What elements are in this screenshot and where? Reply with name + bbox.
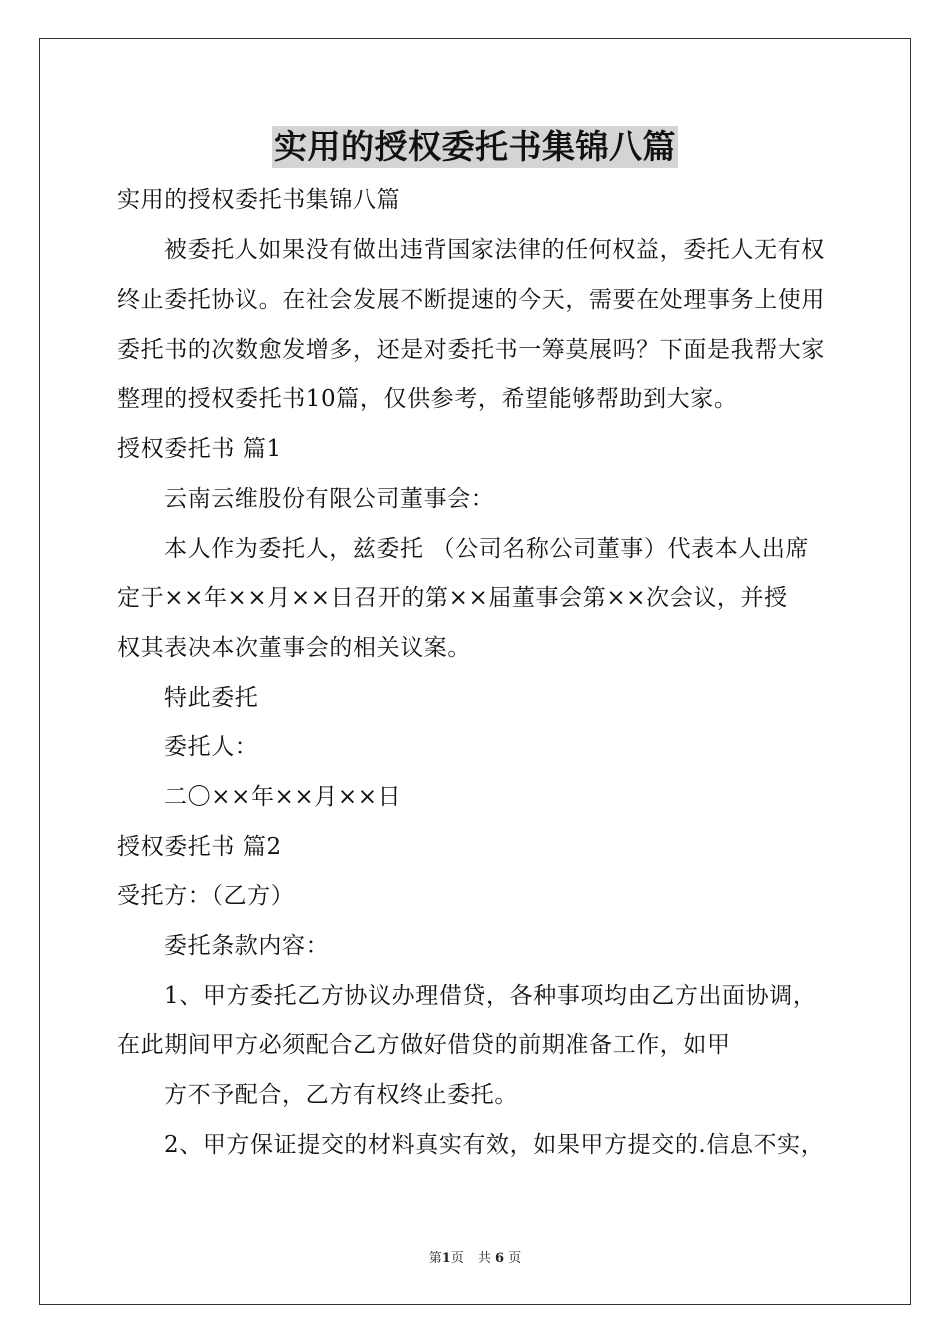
paragraph-line: 委托书的次数愈发增多，还是对委托书一筹莫展吗？下面是我帮大家 bbox=[117, 337, 825, 363]
page-border bbox=[39, 38, 911, 1305]
date-line: 二〇××年××月××日 bbox=[164, 784, 402, 810]
paragraph-line: 在此期间甲方必须配合乙方做好借贷的前期准备工作，如甲 bbox=[117, 1032, 731, 1058]
section-heading: 授权委托书 篇1 bbox=[117, 436, 282, 462]
paragraph-line: 云南云维股份有限公司董事会： bbox=[164, 486, 495, 512]
paragraph-line: 终止委托协议。在社会发展不断提速的今天，需要在处理事务上使用 bbox=[117, 287, 825, 313]
page-indicator: 第1页 bbox=[428, 1251, 464, 1266]
title-container bbox=[0, 126, 950, 168]
paragraph-line: 2、甲方保证提交的材料真实有效，如果甲方提交的.信息不实， bbox=[164, 1132, 825, 1158]
paragraph-line: 特此委托 bbox=[164, 685, 259, 711]
paragraph-line: 1、甲方委托乙方协议办理借贷，各种事项均由乙方出面协调， bbox=[164, 983, 817, 1009]
subtitle-line: 实用的授权委托书集锦八篇 bbox=[117, 187, 401, 213]
paragraph-line: 定于××年××月××日召开的第××届董事会第××次会议，并授 bbox=[117, 585, 788, 611]
paragraph-line: 本人作为委托人，兹委托 （公司名称公司董事）代表本人出席 bbox=[164, 536, 810, 562]
total-pages-indicator: 共 6 页 bbox=[477, 1251, 522, 1266]
paragraph-line: 整理的授权委托书10篇，仅供参考，希望能够帮助到大家。 bbox=[117, 386, 738, 412]
section-heading: 授权委托书 篇2 bbox=[117, 834, 282, 860]
paragraph-line: 委托人： bbox=[164, 734, 259, 760]
paragraph-line: 受托方：（乙方） bbox=[117, 883, 295, 909]
paragraph-line: 方不予配合，乙方有权终止委托。 bbox=[164, 1082, 518, 1108]
paragraph-line: 委托条款内容： bbox=[164, 933, 330, 959]
page-footer bbox=[0, 1247, 950, 1266]
page-title: 实用的授权委托书集锦八篇 bbox=[274, 127, 676, 166]
paragraph-line: 被委托人如果没有做出违背国家法律的任何权益，委托人无有权 bbox=[164, 237, 825, 263]
paragraph-line: 权其表决本次董事会的相关议案。 bbox=[117, 635, 471, 661]
